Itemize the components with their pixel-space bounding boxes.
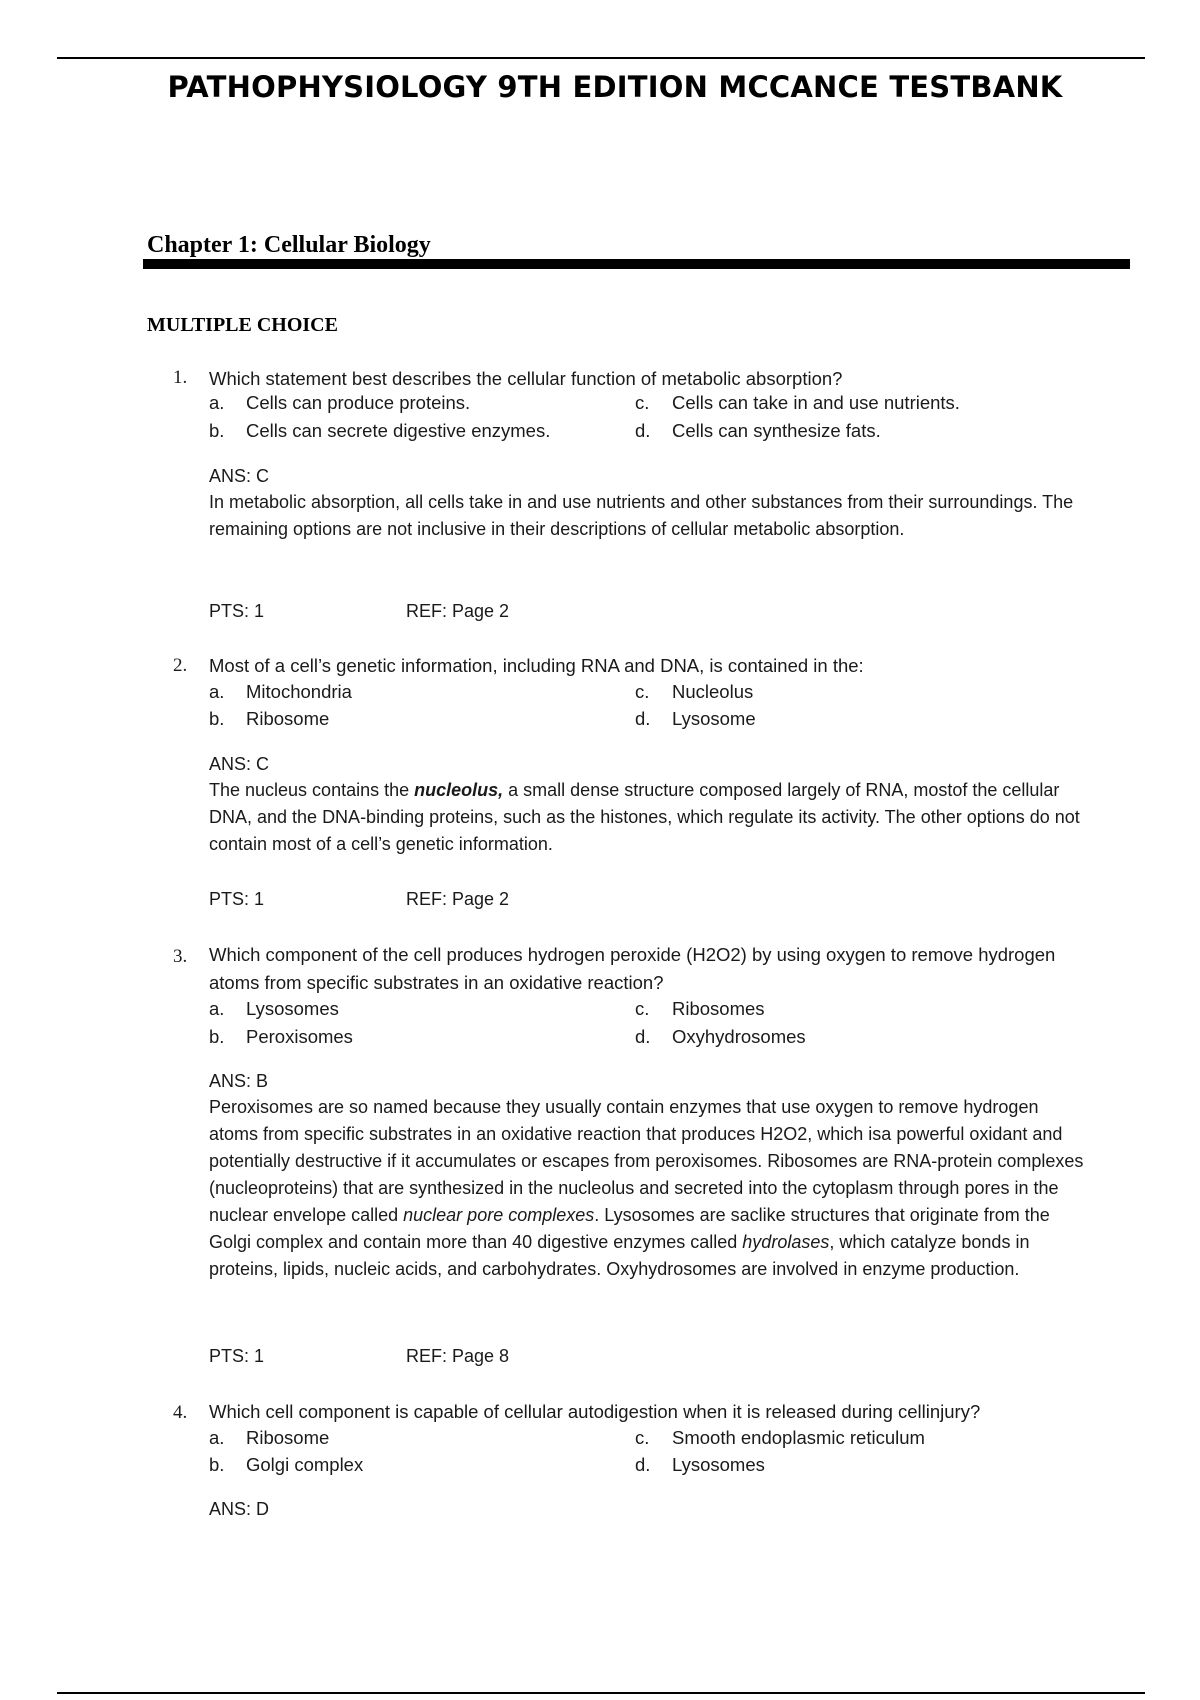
- option-letter: c.: [635, 392, 650, 413]
- option-c: [635, 681, 753, 703]
- question-text: Most of a cell’s genetic information, including RNA and DNA, is contained in the:: [209, 655, 864, 676]
- option-text: Cells can produce proteins.: [246, 392, 471, 413]
- answer: ANS: D: [209, 1499, 270, 1519]
- top-rule: [57, 57, 1145, 59]
- option-text: Peroxisomes: [246, 1026, 353, 1047]
- option-letter: a.: [209, 392, 225, 413]
- option-b: [209, 420, 550, 442]
- option-letter: c.: [635, 998, 650, 1019]
- option-letter: d.: [635, 1026, 651, 1047]
- option-b: [209, 1026, 353, 1048]
- rationale-text: . Lysosomes are saclike structures that originate from the Golgi complex and contain more than 40 digestive enzymes called: [209, 1205, 1050, 1252]
- rationale-text: The nucleus contains the: [209, 780, 415, 800]
- option-letter: b.: [209, 420, 225, 441]
- option-text: Cells can secrete digestive enzymes.: [246, 420, 551, 441]
- option-text: Mitochondria: [246, 681, 352, 702]
- rationale-text: , which catalyze bonds in proteins, lipids, nucleic acids, and carbohydrates. Oxyhydrosomes are involved in enzyme production.: [209, 1232, 1030, 1279]
- option-letter: d.: [635, 708, 651, 729]
- option-text: Ribosome: [246, 708, 330, 729]
- option-letter: b.: [209, 1454, 225, 1475]
- option-b: [209, 708, 329, 730]
- reference: REF: Page 8: [406, 1346, 510, 1366]
- option-letter: c.: [635, 1427, 650, 1448]
- points: PTS: 1: [209, 1346, 265, 1366]
- option-d: [635, 1026, 806, 1048]
- option-a: [209, 1427, 329, 1449]
- bottom-rule: [57, 1692, 1145, 1694]
- question-text: Which statement best describes the cellular function of metabolic absorption?: [209, 368, 843, 389]
- option-c: [635, 998, 765, 1020]
- document-title: PATHOPHYSIOLOGY 9TH EDITION MCCANCE TESTBANK: [167, 70, 1063, 104]
- option-text: Nucleolus: [672, 681, 754, 702]
- option-a: [209, 681, 352, 703]
- reference: REF: Page 2: [406, 601, 510, 621]
- rationale: [209, 1094, 1089, 1283]
- option-c: [635, 1427, 925, 1449]
- question-number: 2.: [173, 655, 188, 676]
- points: PTS: 1: [209, 889, 265, 909]
- answer: ANS: C: [209, 466, 270, 486]
- question-text: Which component of the cell produces hydrogen peroxide (H2O2) by using oxygen to remove hydrogen atoms from specific substrates in an oxidative reaction?: [209, 944, 1056, 993]
- option-letter: a.: [209, 1427, 225, 1448]
- rationale: In metabolic absorption, all cells take in and use nutrients and other substances from their surroundings. The remaining options are not inclusive in their descriptions of cellular metabolic absorption.: [209, 492, 1074, 539]
- chapter-title: Chapter 1: Cellular Biology: [147, 232, 431, 258]
- rationale-emphasis: nuclear pore complexes: [403, 1205, 595, 1225]
- rationale-emphasis: hydrolases: [742, 1232, 830, 1252]
- option-text: Smooth endoplasmic reticulum: [672, 1427, 925, 1448]
- rationale-emphasis: nucleolus,: [414, 780, 504, 800]
- option-c: [635, 392, 960, 414]
- option-d: [635, 708, 756, 730]
- option-text: Oxyhydrosomes: [672, 1026, 806, 1047]
- option-letter: c.: [635, 681, 650, 702]
- option-text: Ribosomes: [672, 998, 765, 1019]
- option-a: [209, 392, 470, 414]
- rationale: [209, 777, 1089, 858]
- option-letter: b.: [209, 708, 225, 729]
- option-text: Lysosomes: [246, 998, 339, 1019]
- option-text: Lysosomes: [672, 1454, 765, 1475]
- question-number: 4.: [173, 1402, 188, 1423]
- option-letter: b.: [209, 1026, 225, 1047]
- option-text: Golgi complex: [246, 1454, 364, 1475]
- option-letter: a.: [209, 681, 225, 702]
- points: PTS: 1: [209, 601, 265, 621]
- rationale-text: Peroxisomes are so named because they usually contain enzymes that use oxygen to remove hydrogen atoms from specific substrates in an oxidative reaction that produces H2O2, which isa powerful oxidant and potentially destructive if it accumulates or escapes from peroxisomes. Ribosomes are RNA-protein complexes (nucleoproteins) that are synthesized in the nucleolus and secreted into the cytoplasm through pores in the nuclear envelope called: [209, 1097, 1084, 1225]
- option-text: Cells can synthesize fats.: [672, 420, 881, 441]
- reference: REF: Page 2: [406, 889, 510, 909]
- option-text: Cells can take in and use nutrients.: [672, 392, 960, 413]
- option-letter: d.: [635, 420, 651, 441]
- section-heading: MULTIPLE CHOICE: [147, 314, 338, 336]
- option-text: Ribosome: [246, 1427, 330, 1448]
- question-text: Which cell component is capable of cellular autodigestion when it is released during cellinjury?: [209, 1401, 981, 1422]
- answer: ANS: B: [209, 1071, 269, 1091]
- option-letter: d.: [635, 1454, 651, 1475]
- answer: ANS: C: [209, 754, 270, 774]
- option-d: [635, 420, 881, 442]
- option-a: [209, 998, 339, 1020]
- option-letter: a.: [209, 998, 225, 1019]
- rationale-text: a small dense structure composed largely of RNA, mostof the cellular DNA, and the DNA-binding proteins, such as the histones, which regulate its activity. The other options do not contain most of a cell’s genetic information.: [209, 780, 1080, 854]
- option-text: Lysosome: [672, 708, 756, 729]
- option-d: [635, 1454, 765, 1476]
- option-b: [209, 1454, 363, 1476]
- chapter-rule: [143, 259, 1130, 269]
- question-number: 1.: [173, 367, 188, 388]
- question-number: 3.: [173, 946, 188, 967]
